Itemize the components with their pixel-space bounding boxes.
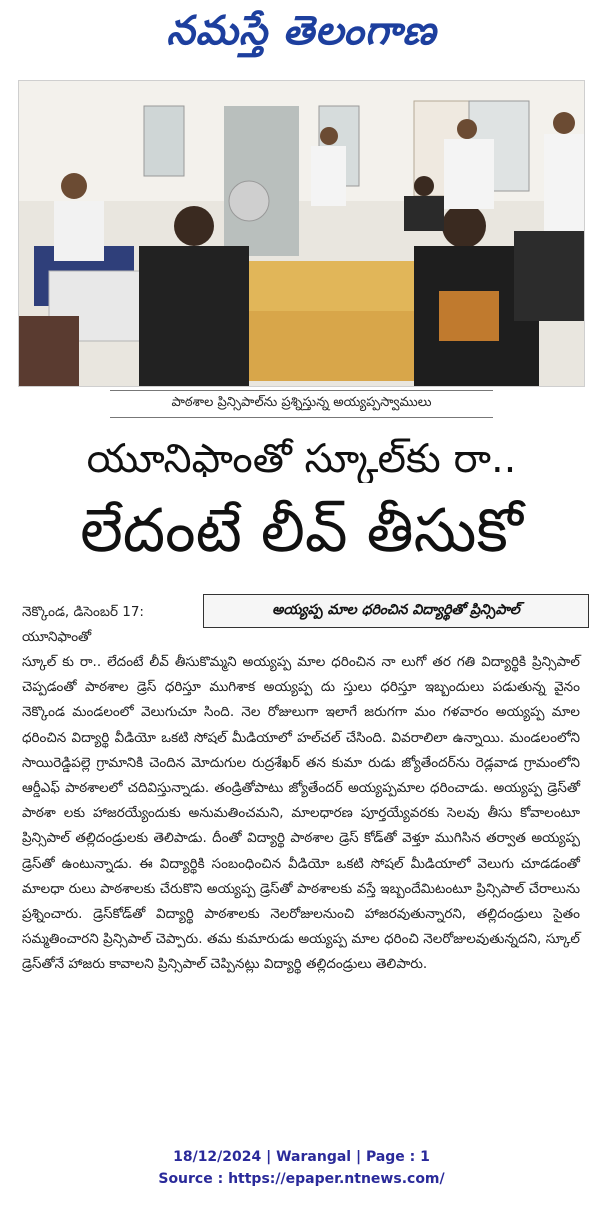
footer-source: Source : https://epaper.ntnews.com/ [158,1171,445,1187]
article-paragraph: స్కూల్‌ కు రా.. లేదంటే లీవ్‌ తీసుకొమ్మని అయ్యప్ప మాల ధరించిన నా లుగో తర గతి విద్యార్థికి ప్రిన్సిపాల్‌ చెప్పడంతో పాఠశాల డ్రెస్‌ ధరిస్తూ ముగిశాక అయ్యప్ప దు స్తులు ధరిస్తూ ఇబ్బందులు పడుతున్న వైనం నెక్కొండ మండలంలో వెలుగుచూ సింది. నెల రోజులుగా ఇలాగే జరుగగా మం గళవారం అయ్యప్ప మాల ధరించిన విద్యార్థి వీడియో ఒకటి సోషల్‌ మీడియాలో హల్‌చల్‌ చేసింది. వివరాలిలా ఉన్నాయి. మండలంలోని సాయిరెడ్డిపల్లె గ్రామానికి చెందిన మోదుగుల రుద్రశేఖర్‌ తన కుమా రుడు జ్యోతేందర్‌ను రెడ్లవాడ గ్రామంలోని ఆర్డీఎఫ్‌ పాఠశాలలో చదివిస్తున్నాడు. తండ్రితోపాటు జ్యోతేందర్‌ అయ్యప్పమాల ధరించాడు. అయ్యప్ప డ్రెస్‌తో పాఠశా లకు హాజరయ్యేందుకు అనుమతించమని, మాలధారణ పూర్తయ్యేవరకు సెలవు తీసు కోవాలంటూ ప్రిన్సిపాల్‌ తల్లిదండ్రులకు తెలిపాడు. దీంతో విద్యార్థి పాఠశాల డ్రెస్‌ కోడ్‌తో వెళ్తూ ముగిసిన తర్వాత అయ్యప్ప డ్రెస్‌తో ఉంటున్నాడు. ఈ విద్యార్థికి సంబంధించిన వీడియో ఒకటి సోషల్‌ మీడియాలో వెలుగు చూడడంతో మాలధా రులు పాఠశాలకు చేరుకొని అయ్యప్ప డ్రెస్‌తో పాఠశాలకు వస్తే ఇబ్బందేమిటంటూ ప్రిన్సిపాల్‌ చేరాలును ప్రశ్నించారు. డ్రెస్‌కోడ్‌తో విద్యార్థి పాఠశాలకు నెలరోజులనుంచి హాజరవుతున్నారని, తల్లిదండ్రులు సైతం సమ్మతించారని ప్రిన్సిపాల్‌ చెప్పారు. తమ కుమారుడు అయ్యప్ప మాల ధరించి నెలరోజులవుతున్నదని, స్కూల్‌ డ్రెస్‌తోనే హాజరు కావాలని ప్రిన్సిపాల్‌ చెప్పినట్లు విద్యార్థి తల్లిదండ్రులు తెలిపారు. [22,654,580,973]
news-photo [18,80,585,387]
page-footer [0,1146,603,1190]
newspaper-masthead [0,0,603,70]
footer-meta: 18/12/2024 | Warangal | Page : 1 [173,1149,430,1165]
headline-line-1: యూనిఫాంతో స్కూల్‌కు రా.. [86,436,517,482]
article-body [22,650,580,978]
article-dateline: నెక్కొండ, డిసెంబర్‌ 17: యూనిఫాంతో [22,604,144,645]
photo-caption: పాఠశాల ప్రిన్సిపాల్‌ను ప్రశ్నిస్తున్న అయ్యప్పస్వాములు [110,390,493,418]
headline-line-2: లేదంటే లీవ్‌ తీసుకో [80,496,523,566]
subheadline-text: అయ్యప్ప మాల ధరించిన విద్యార్థితో ప్రిన్సిపాల్‌ [272,601,520,618]
subheadline-box [203,594,589,628]
masthead-title: నమస్తే తెలంగాణ [166,6,437,54]
